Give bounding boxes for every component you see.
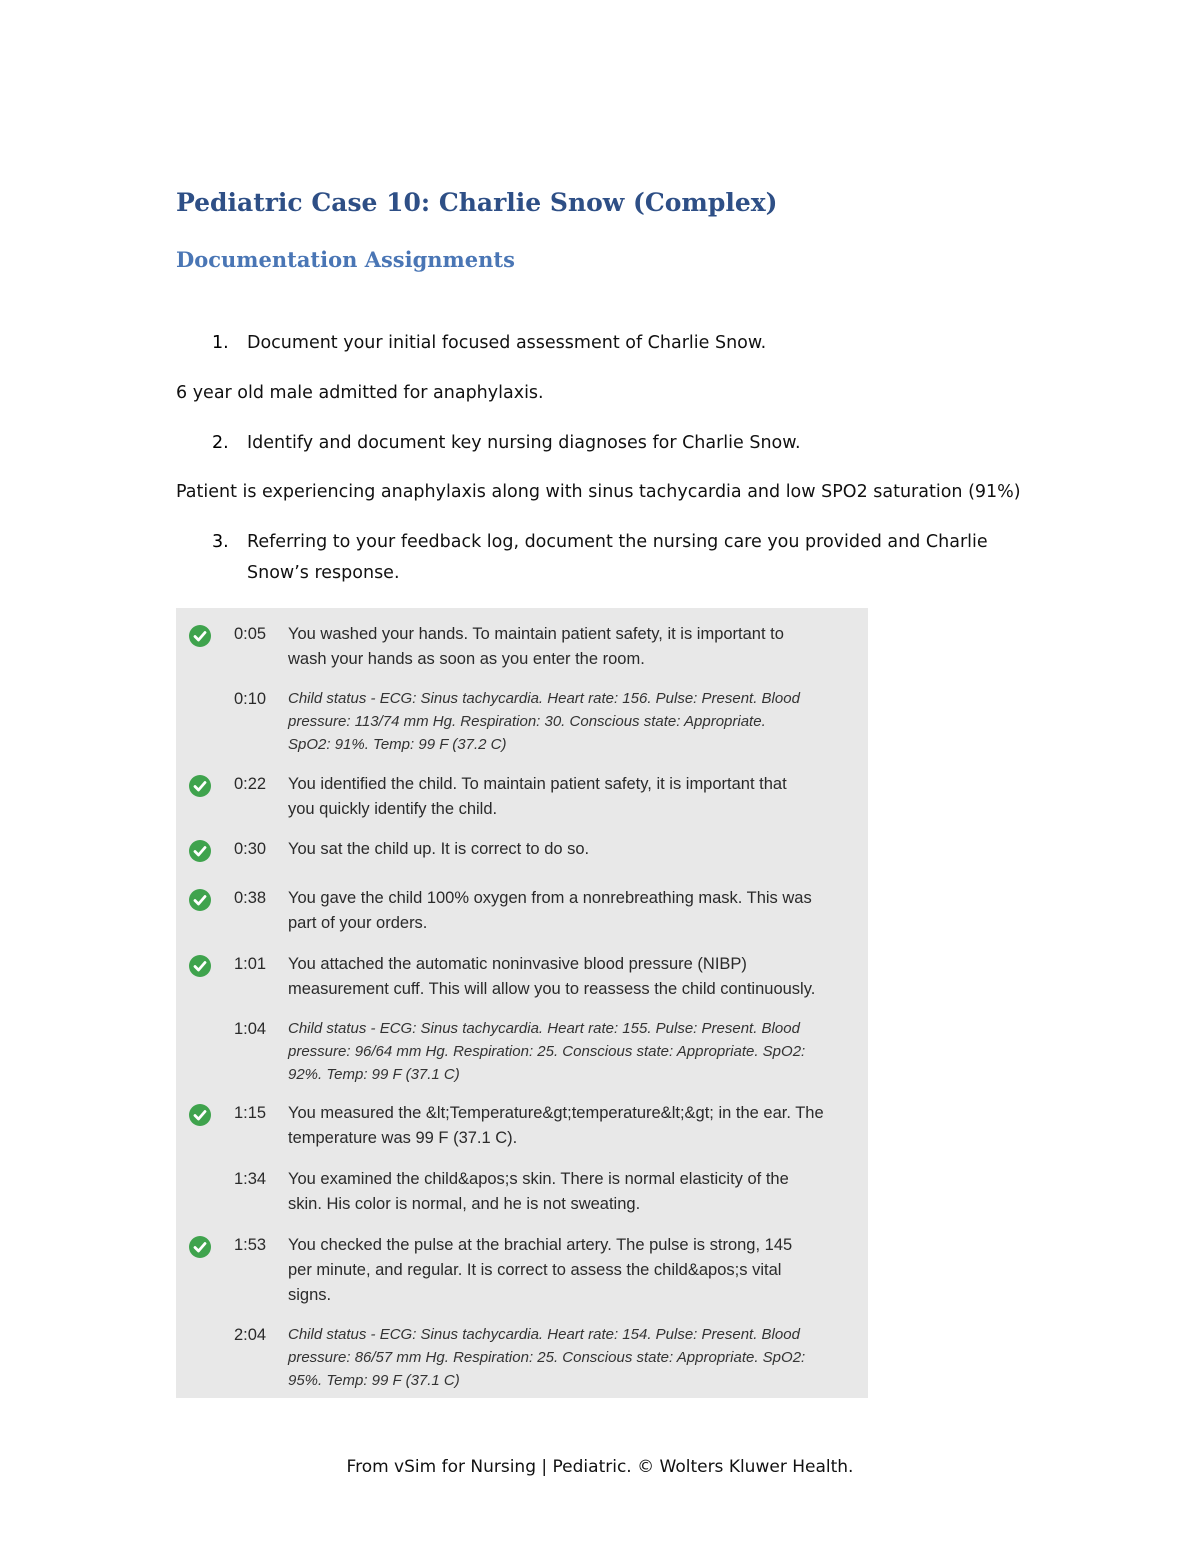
section-heading: Documentation Assignments <box>176 247 515 272</box>
log-line: skin. His color is normal, and he is not sweating. <box>288 1195 641 1213</box>
log-line: 92%. Temp: 99 F (37.1 C) <box>288 1066 460 1083</box>
footer: From vSim for Nursing | Pediatric. © Wolters Kluwer Health. <box>346 1457 854 1477</box>
log-line: You sat the child up. It is correct to do so. <box>288 840 590 858</box>
log-line: 95%. Temp: 99 F (37.1 C) <box>288 1372 460 1389</box>
feedback-log <box>176 608 868 1398</box>
log-message <box>288 886 863 936</box>
checkmark-icon <box>189 775 211 797</box>
checkmark-icon <box>189 1236 211 1258</box>
log-line: wash your hands as soon as you enter the room. <box>288 650 645 668</box>
log-message <box>288 1167 863 1217</box>
log-message <box>288 1233 863 1308</box>
child-status-text <box>288 687 863 756</box>
log-line: You washed your hands. To maintain patient safety, it is important to <box>288 625 784 643</box>
log-time: 0:05 <box>234 625 267 643</box>
checkmark-icon <box>189 889 211 911</box>
child-status-text <box>288 1017 863 1086</box>
log-time: 0:22 <box>234 775 267 793</box>
log-line: You checked the pulse at the brachial artery. The pulse is strong, 145 <box>288 1236 793 1254</box>
log-time: 0:38 <box>234 889 267 907</box>
log-line: part of your orders. <box>288 914 428 932</box>
assignment-item: Referring to your feedback log, document the nursing care you provided and Charlie <box>247 532 988 552</box>
log-line: You attached the automatic noninvasive blood pressure (NIBP) <box>288 955 747 973</box>
log-message <box>288 772 863 822</box>
log-message <box>288 952 863 1002</box>
log-time: 1:15 <box>234 1104 267 1122</box>
log-line: temperature was 99 F (37.1 C). <box>288 1129 518 1147</box>
log-line: You gave the child 100% oxygen from a nonrebreathing mask. This was <box>288 889 812 907</box>
log-time: 1:53 <box>234 1236 267 1254</box>
log-line: you quickly identify the child. <box>288 800 498 818</box>
log-message <box>288 1101 863 1151</box>
log-line: pressure: 86/57 mm Hg. Respiration: 25. Conscious state: Appropriate. SpO2: <box>288 1349 806 1366</box>
checkmark-icon <box>189 955 211 977</box>
answer-text: Patient is experiencing anaphylaxis along with sinus tachycardia and low SPO2 saturation (91%) <box>176 482 1021 502</box>
log-time: 2:04 <box>234 1326 267 1344</box>
log-line: per minute, and regular. It is correct to assess the child&apos;s vital <box>288 1261 782 1279</box>
log-time: 1:34 <box>234 1170 267 1188</box>
log-line: measurement cuff. This will allow you to reassess the child continuously. <box>288 980 816 998</box>
log-line: signs. <box>288 1286 332 1304</box>
log-message <box>288 622 863 672</box>
log-line: pressure: 96/64 mm Hg. Respiration: 25. Conscious state: Appropriate. SpO2: <box>288 1043 806 1060</box>
assignment-item: Document your initial focused assessment of Charlie Snow. <box>247 333 767 353</box>
checkmark-icon <box>189 1104 211 1126</box>
child-status-text <box>288 1323 863 1392</box>
log-line: You examined the child&apos;s skin. There is normal elasticity of the <box>288 1170 789 1188</box>
log-line: You identified the child. To maintain patient safety, it is important that <box>288 775 787 793</box>
assignment-item: Identify and document key nursing diagnoses for Charlie Snow. <box>247 433 801 453</box>
log-time: 1:01 <box>234 955 267 973</box>
log-line: SpO2: 91%. Temp: 99 F (37.2 C) <box>288 736 507 753</box>
checkmark-icon <box>189 625 211 647</box>
log-line: Child status - ECG: Sinus tachycardia. Heart rate: 156. Pulse: Present. Blood <box>288 690 800 707</box>
log-time: 0:30 <box>234 840 267 858</box>
item-number: 1. <box>212 333 229 353</box>
log-line: Child status - ECG: Sinus tachycardia. Heart rate: 154. Pulse: Present. Blood <box>288 1326 800 1343</box>
log-time: 1:04 <box>234 1020 267 1038</box>
item-number: 2. <box>212 433 229 453</box>
log-line: Child status - ECG: Sinus tachycardia. Heart rate: 155. Pulse: Present. Blood <box>288 1020 800 1037</box>
answer-text: 6 year old male admitted for anaphylaxis. <box>176 383 544 403</box>
log-message <box>288 837 863 862</box>
log-time: 0:10 <box>234 690 267 708</box>
log-line: You measured the &lt;Temperature&gt;temperature&lt;&gt; in the ear. The <box>288 1104 824 1122</box>
assignment-item-continued: Snow’s response. <box>247 563 400 583</box>
page-title: Pediatric Case 10: Charlie Snow (Complex) <box>176 188 778 217</box>
checkmark-icon <box>189 840 211 862</box>
item-number: 3. <box>212 532 229 552</box>
log-line: pressure: 113/74 mm Hg. Respiration: 30. Conscious state: Appropriate. <box>288 713 766 730</box>
